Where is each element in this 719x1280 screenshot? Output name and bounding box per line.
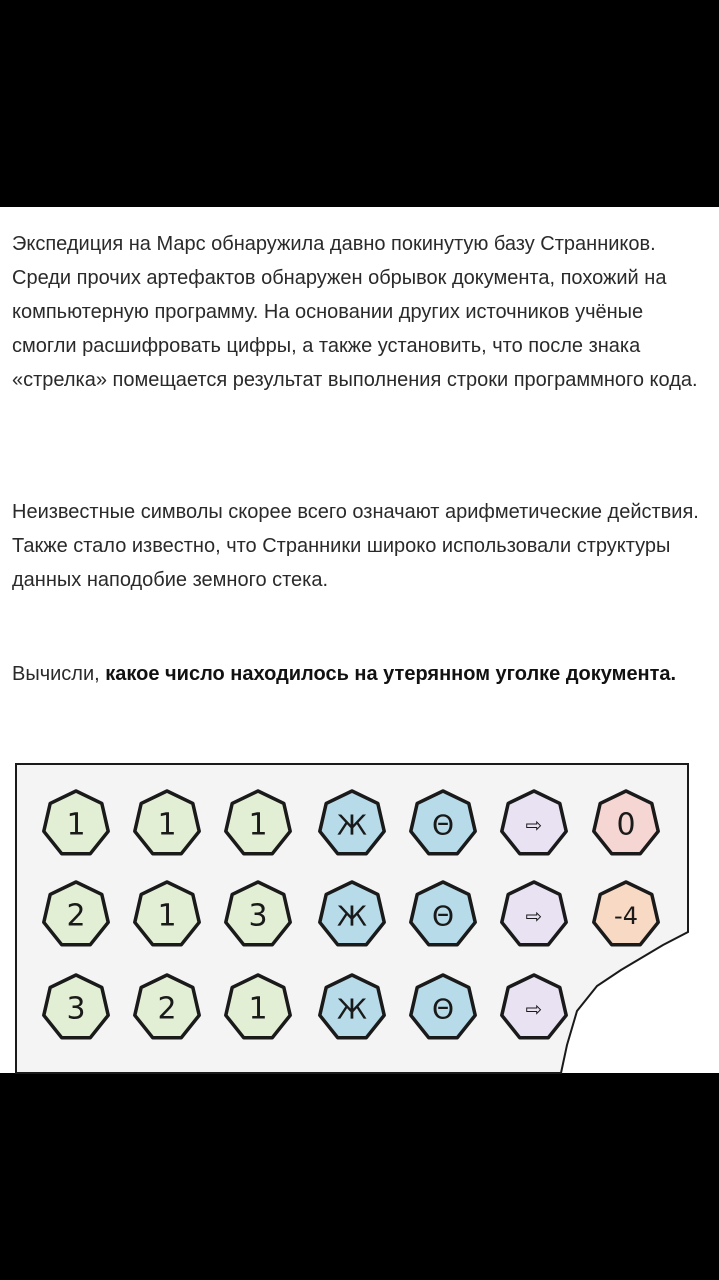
token-number — [44, 882, 108, 945]
token-label: Ж — [336, 808, 368, 842]
token-label: Ж — [336, 992, 368, 1026]
question-bold: какое число находилось на утерянном уголке документа. — [105, 663, 677, 685]
document-fragment — [15, 763, 691, 1075]
task-content — [0, 207, 719, 1073]
intro-paragraph: Экспедиция на Марс обнаружила давно покинутую базу Странников. Среди прочих артефактов обнаружен обрывок документа, похожий на компьютерную программу. На основании других источников учёные смогли расшифровать цифры, а также установить, что после знака «стрелка» помещается результат выполнения строки программного кода. — [12, 233, 698, 391]
hint-paragraph: Неизвестные символы скорее всего означают арифметические действия. Также стало известно, что Странники широко использовали структуры данных наподобие земного стека. — [12, 501, 699, 591]
token-label: ⇨ — [525, 997, 543, 1021]
token-operator — [411, 882, 475, 945]
document-fragment-drawing — [15, 763, 691, 1075]
token-label: 2 — [157, 991, 177, 1027]
token-label: Θ — [431, 899, 455, 933]
token-label: 1 — [248, 991, 268, 1027]
token-label: 0 — [616, 807, 636, 843]
token-operator — [411, 975, 475, 1038]
token-number — [135, 791, 199, 854]
token-label: 1 — [248, 807, 268, 843]
token-number — [226, 791, 290, 854]
token-number — [44, 791, 108, 854]
token-operator — [320, 882, 384, 945]
token-operator — [411, 791, 475, 854]
token-number — [226, 882, 290, 945]
token-label: 3 — [66, 991, 86, 1027]
token-label: ⇨ — [525, 813, 543, 837]
token-label: 2 — [66, 898, 86, 934]
token-operator — [320, 791, 384, 854]
token-label: -4 — [614, 902, 638, 930]
token-number — [226, 975, 290, 1038]
token-number — [44, 975, 108, 1038]
token-label: Θ — [431, 808, 455, 842]
question-paragraph — [12, 657, 702, 691]
token-number — [135, 882, 199, 945]
token-label: Ж — [336, 899, 368, 933]
token-label: ⇨ — [525, 904, 543, 928]
token-label: 3 — [248, 898, 268, 934]
token-arrow — [502, 791, 566, 854]
token-label: 1 — [157, 807, 177, 843]
token-label: 1 — [157, 898, 177, 934]
token-operator — [320, 975, 384, 1038]
token-label: Θ — [431, 992, 455, 1026]
token-number — [135, 975, 199, 1038]
token-arrow — [502, 975, 566, 1038]
token-result_0 — [594, 791, 658, 854]
token-label: 1 — [66, 807, 86, 843]
token-arrow — [502, 882, 566, 945]
question-lead: Вычисли, — [12, 663, 106, 685]
token-result_neg4 — [594, 882, 658, 945]
